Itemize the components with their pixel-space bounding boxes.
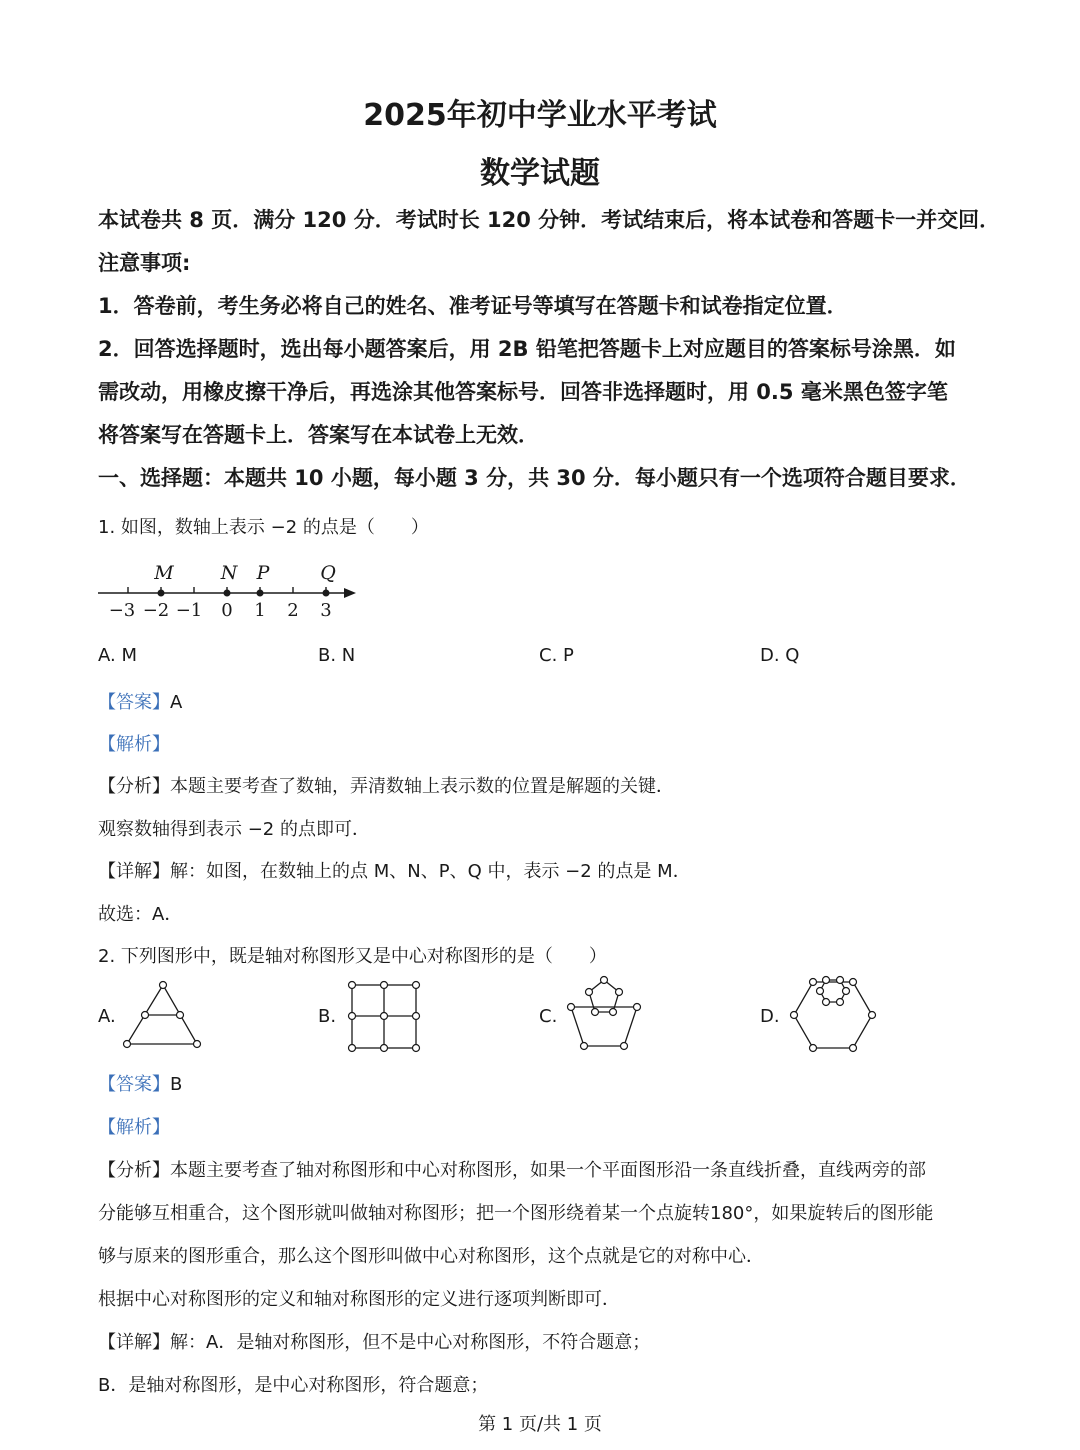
exam-intro: 本试卷共 8 页．满分 120 分．考试时长 120 分钟．考试结束后，将本试卷和答题卡一并交回． <box>98 208 1001 232</box>
point-label-q: Q <box>320 562 336 584</box>
tick-label: 1 <box>254 600 266 621</box>
q1-choose: 故选：A． <box>98 904 183 925</box>
point-label-m: M <box>154 562 174 584</box>
q1-detail: 【详解】解：如图，在数轴上的点 M、N、P、Q 中，表示 −2 的点是 M． <box>98 861 691 882</box>
q1-option-b: B. N <box>318 645 356 666</box>
q2-detail-line-2: B．是轴对称图形，是中心对称图形，符合题意； <box>98 1375 489 1396</box>
q2-figure-a-triangle <box>122 980 206 1050</box>
q1-analysis-line-2: 观察数轴得到表示 −2 的点即可． <box>98 819 370 840</box>
page-subtitle: 数学试题 <box>480 156 600 191</box>
point-n-dot <box>224 590 231 597</box>
q1-option-d: D. Q <box>760 645 800 666</box>
answer-tag: 【答案】 <box>98 692 170 713</box>
point-q-dot <box>323 590 330 597</box>
tick-label: 0 <box>221 600 233 621</box>
q2-option-d-label: D. <box>760 1006 780 1027</box>
tick-label: −1 <box>175 600 203 621</box>
q2-detail-line-1: 【详解】解：A．是轴对称图形，但不是中心对称图形，不符合题意； <box>98 1332 651 1353</box>
point-label-n: N <box>220 562 238 584</box>
q2-analysis-line-1: 【分析】本题主要考查了轴对称图形和中心对称图形，如果一个平面图形沿一条直线折叠，直线两旁的部 <box>98 1160 926 1181</box>
tick-label: −2 <box>142 600 170 621</box>
q2-analysis-tag: 【解析】 <box>98 1117 170 1138</box>
tick-label: −3 <box>108 600 136 621</box>
section-heading-choice: 一、选择题：本题共 10 小题，每小题 3 分，共 30 分．每小题只有一个选项符合题目要求． <box>98 466 971 490</box>
axis-arrow-icon <box>344 588 356 598</box>
q1-number-line <box>96 560 366 626</box>
q1-option-a: A. M <box>98 645 137 666</box>
q2-option-c-label: C. <box>539 1006 558 1027</box>
q2-analysis-line-3: 够与原来的图形重合，那么这个图形叫做中心对称图形，这个点就是它的对称中心． <box>98 1246 764 1267</box>
q1-answer-value: A <box>170 692 183 713</box>
notice-item-2-line-1: 2．回答选择题时，选出每小题答案后，用 2B 铅笔把答题卡上对应题目的答案标号涂黑．如 <box>98 337 956 361</box>
notice-heading: 注意事项: <box>98 251 191 275</box>
page-footer: 第 1 页/共 1 页 <box>478 1414 602 1435</box>
point-p-dot <box>257 590 264 597</box>
q1-option-c: C. P <box>539 645 574 666</box>
point-m-dot <box>158 590 165 597</box>
q2-figure-b-grid <box>346 980 424 1054</box>
q2-stem: 2. 下列图形中，既是轴对称图形又是中心对称图形的是（ ） <box>98 946 607 967</box>
q2-figure-c-pentagon <box>563 972 645 1054</box>
notice-item-2-line-3: 将答案写在答题卡上．答案写在本试卷上无效． <box>98 423 539 447</box>
q2-option-b-label: B. <box>318 1006 337 1027</box>
q1-answer <box>98 688 182 714</box>
q1-analysis-line-1: 【分析】本题主要考查了数轴，弄清数轴上表示数的位置是解题的关键． <box>98 776 674 797</box>
answer-tag: 【答案】 <box>98 1074 170 1095</box>
q2-option-a-label: A. <box>98 1006 116 1027</box>
q2-answer-value: B <box>170 1074 183 1095</box>
tick-label: 2 <box>287 600 299 621</box>
page-title: 2025年初中学业水平考试 <box>363 98 717 133</box>
notice-item-2-line-2: 需改动，用橡皮擦干净后，再选涂其他答案标号．回答非选择题时，用 0.5 毫米黑色签字笔 <box>98 380 948 404</box>
tick-label: 3 <box>320 600 332 621</box>
point-label-p: P <box>256 562 270 584</box>
q1-analysis-tag: 【解析】 <box>98 734 170 755</box>
q2-answer <box>98 1070 182 1096</box>
q2-analysis-line-2: 分能够互相重合，这个图形就叫做轴对称图形；把一个图形绕着某一个点旋转180°，如果旋转后的图形能 <box>98 1203 934 1224</box>
q2-figure-d-hexagon <box>788 972 878 1056</box>
notice-item-1: 1．答卷前，考生务必将自己的姓名、准考证号等填写在答题卡和试卷指定位置． <box>98 294 848 318</box>
q2-analysis-line-4: 根据中心对称图形的定义和轴对称图形的定义进行逐项判断即可． <box>98 1289 620 1310</box>
q1-stem: 1. 如图，数轴上表示 −2 的点是（ ） <box>98 517 429 538</box>
